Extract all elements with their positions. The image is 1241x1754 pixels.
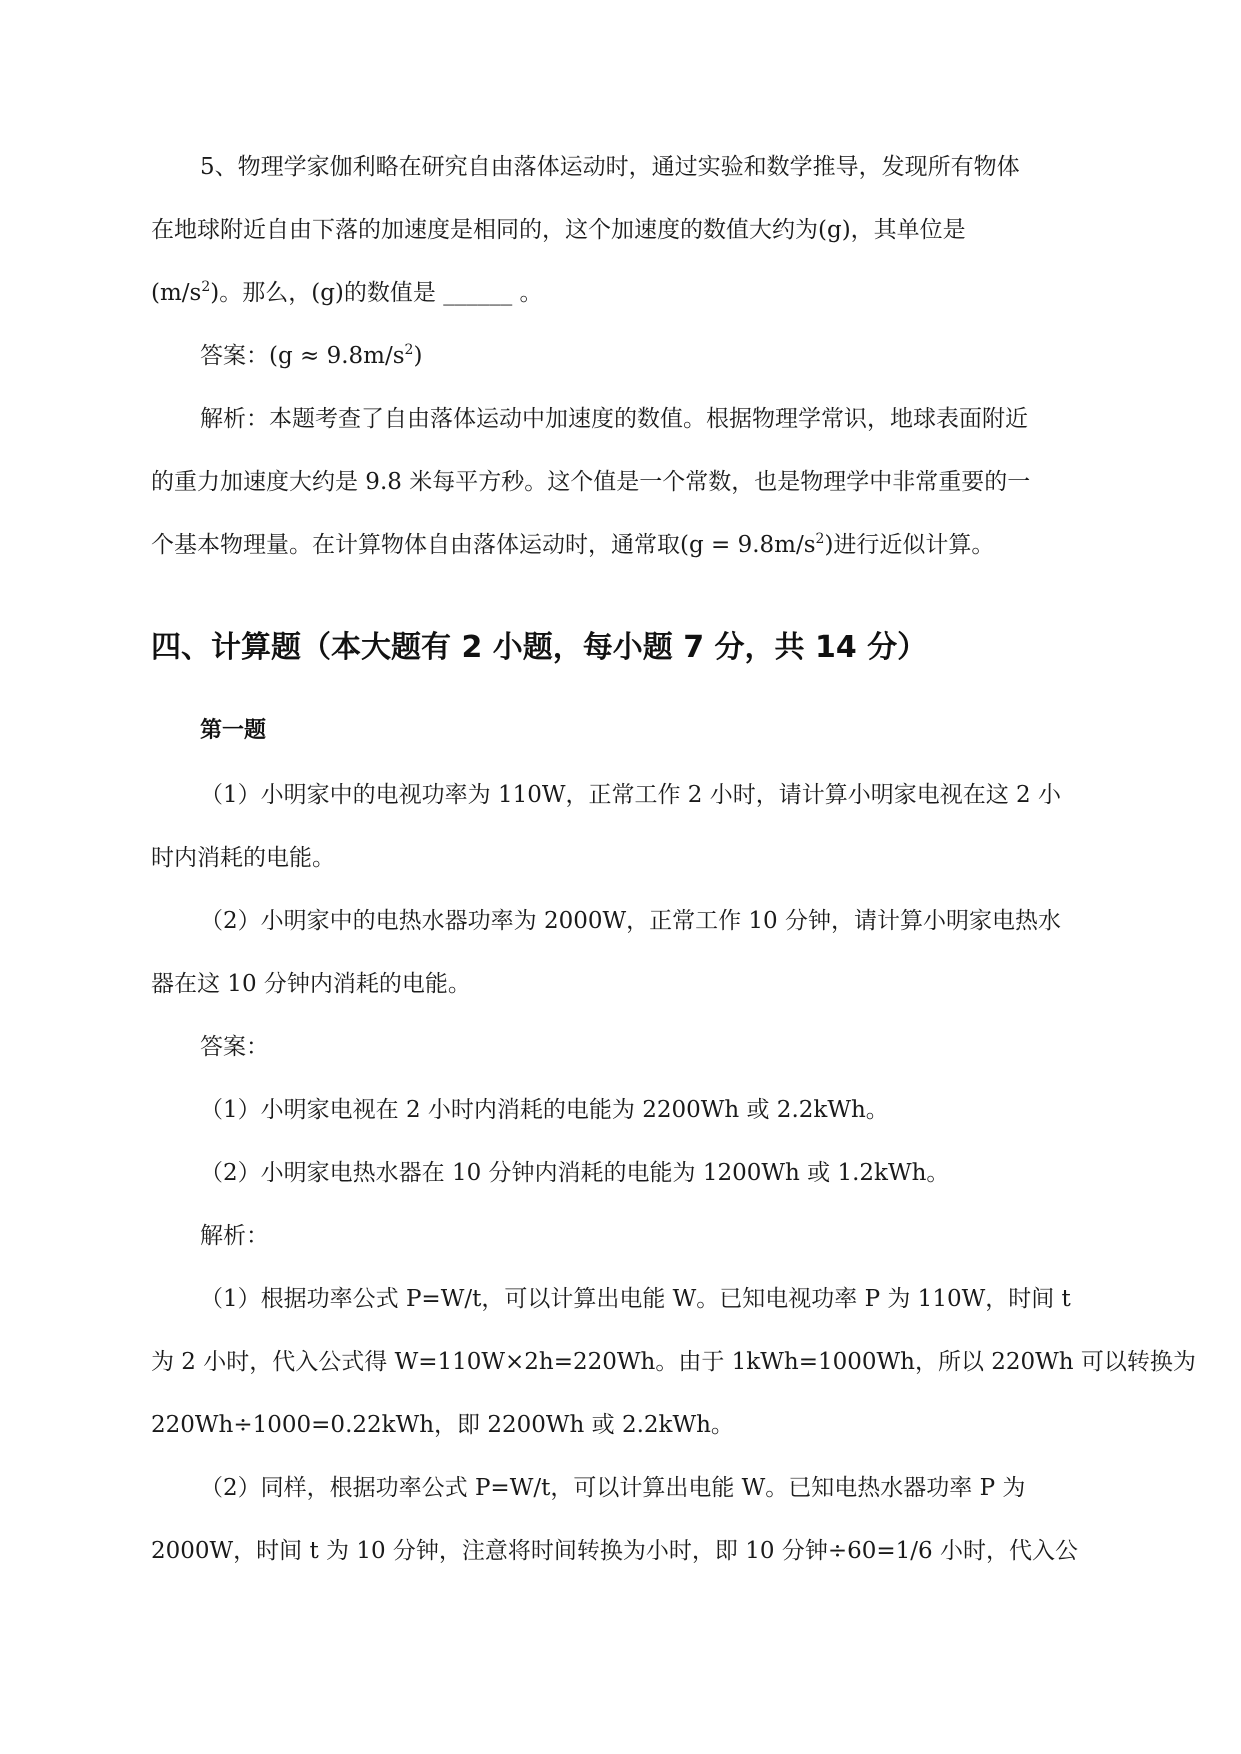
question-1-title: 第一题 (200, 718, 267, 743)
q1-analysis-2-line-2: 2000W，时间 t 为 10 分钟，注意将时间转换为小时，即 10 分钟÷60=1/6 小时，代入公 (151, 1538, 1078, 1564)
q1-part2-line-1: （2）小明家中的电热水器功率为 2000W，正常工作 10 分钟，请计算小明家电热水 (200, 908, 1062, 934)
q1-analysis-1-line-3: 220Wh÷1000=0.22kWh，即 2200Wh 或 2.2kWh。 (151, 1412, 734, 1438)
q1-analysis-1-line-2: 为 2 小时，代入公式得 W=110W×2h=220Wh。由于 1kWh=1000Wh，所以 220Wh 可以转换为 (151, 1349, 1196, 1375)
q5-answer-sup: 2 (404, 342, 414, 358)
q5-line-3-pre: (m/s (151, 280, 202, 306)
q1-analysis-2-line-1: （2）同样，根据功率公式 P=W/t，可以计算出电能 W。已知电热水器功率 P 为 (200, 1475, 1026, 1501)
q1-part2-line-2: 器在这 10 分钟内消耗的电能。 (151, 971, 471, 997)
q5-answer-post: ) (413, 343, 423, 369)
q5-line-1: 5、物理学家伽利略在研究自由落体运动时，通过实验和数学推导，发现所有物体 (200, 154, 1020, 180)
q1-answer-2: （2）小明家电热水器在 10 分钟内消耗的电能为 1200Wh 或 1.2kWh。 (200, 1160, 950, 1186)
q1-answer-label: 答案： (200, 1034, 269, 1060)
q1-part1-line-2: 时内消耗的电能。 (151, 845, 335, 871)
q5-line-3-sup: 2 (201, 279, 211, 295)
q1-analysis-1-line-1: （1）根据功率公式 P=W/t，可以计算出电能 W。已知电视功率 P 为 110W，时间 t (200, 1286, 1071, 1312)
q1-part1-line-1: （1）小明家中的电视功率为 110W，正常工作 2 小时，请计算小明家电视在这 2 小 (200, 782, 1061, 808)
q5-line-3 (151, 278, 543, 308)
section-heading: 四、计算题（本大题有 2 小题，每小题 7 分，共 14 分） (151, 630, 928, 665)
q5-line-3-post: )。那么，(g)的数值是 ______ 。 (210, 280, 543, 306)
q1-answer-1: （1）小明家电视在 2 小时内消耗的电能为 2200Wh 或 2.2kWh。 (200, 1097, 889, 1123)
q5-analysis-3 (151, 530, 994, 560)
q5-analysis-3-post: )进行近似计算。 (824, 532, 995, 558)
q5-analysis-2: 的重力加速度大约是 9.8 米每平方秒。这个值是一个常数，也是物理学中非常重要的一 (151, 469, 1031, 495)
q5-analysis-3-sup: 2 (815, 531, 825, 547)
q5-answer (200, 341, 422, 371)
q5-answer-pre: 答案：(g ≈ 9.8m/s (200, 343, 405, 369)
q5-analysis-3-pre: 个基本物理量。在计算物体自由落体运动时，通常取(g = 9.8m/s (151, 532, 816, 558)
q1-analysis-label: 解析： (200, 1223, 269, 1249)
q5-analysis-1: 解析：本题考查了自由落体运动中加速度的数值。根据物理学常识，地球表面附近 (200, 406, 1028, 432)
q5-line-2: 在地球附近自由下落的加速度是相同的，这个加速度的数值大约为(g)，其单位是 (151, 217, 966, 243)
